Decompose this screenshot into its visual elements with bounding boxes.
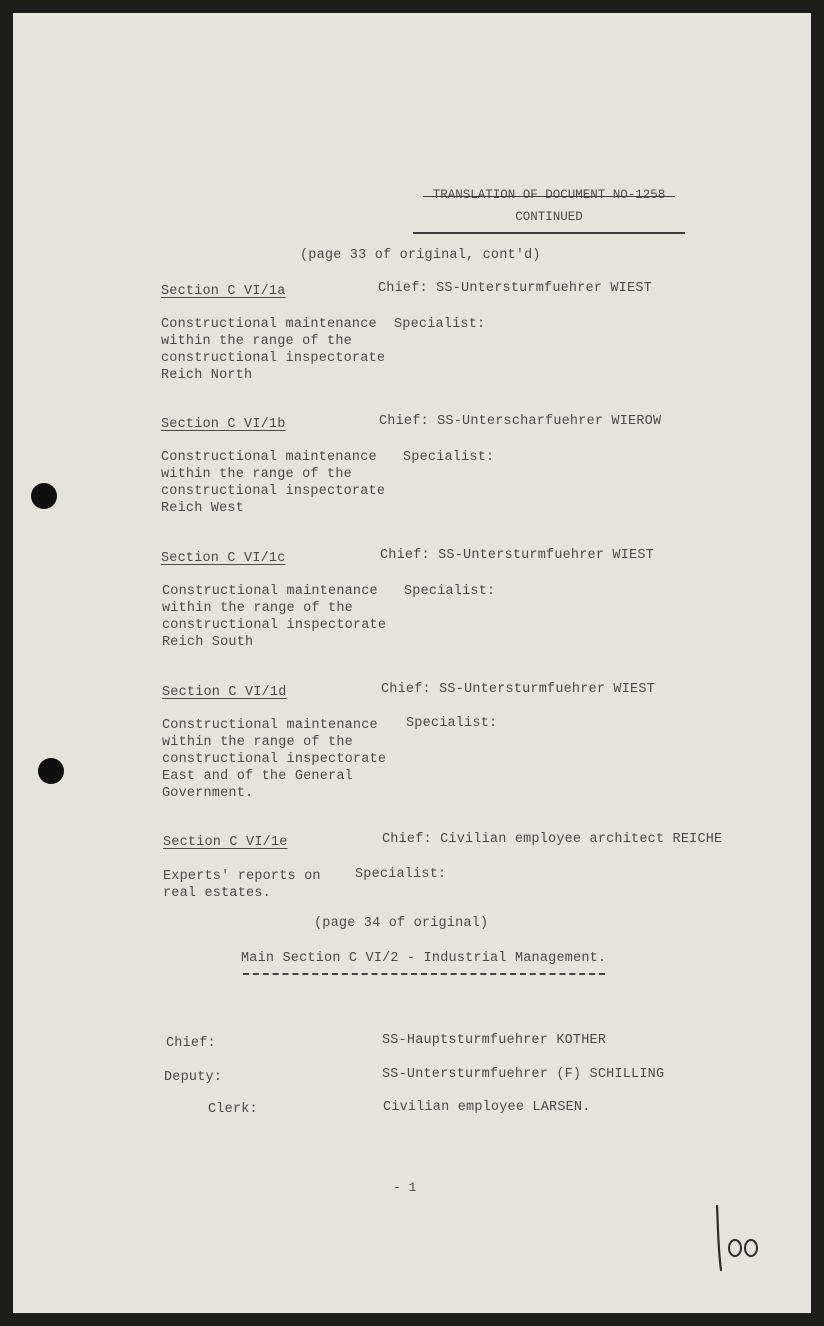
main-section-title: Main Section C VI/2 - Industrial Management. — [241, 951, 607, 966]
staff-name: SS-Hauptsturmfuehrer KOTHER — [382, 1033, 607, 1048]
header-title: TRANSLATION OF DOCUMENT NO-1258 — [432, 188, 666, 202]
translation-header — [413, 184, 685, 228]
staff-name: SS-Untersturmfuehrer (F) SCHILLING — [382, 1067, 665, 1082]
section-specialist: Specialist: — [406, 716, 498, 731]
section-desc-line: East and of the General — [162, 769, 353, 784]
header-underline — [413, 232, 685, 234]
section-chief: Chief: SS-Untersturmfuehrer WIEST — [381, 682, 655, 697]
section-chief: Chief: Civilian employee architect REICHE — [382, 832, 723, 847]
section-desc-line: within the range of the — [162, 601, 353, 616]
staff-role: Clerk: — [208, 1102, 258, 1117]
header-subtitle: CONTINUED — [515, 210, 583, 224]
section-desc-line: Constructional maintenance — [162, 718, 378, 733]
page-number: - 1 — [393, 1180, 417, 1195]
section-desc-line: Constructional maintenance — [162, 584, 378, 599]
section-desc-line: Constructional maintenance — [161, 450, 377, 465]
section-desc-line: within the range of the — [161, 467, 352, 482]
page-reference-34: (page 34 of original) — [314, 916, 489, 931]
main-section-dashed-rule — [243, 973, 605, 975]
section-chief: Chief: SS-Unterscharfuehrer WIEROW — [379, 414, 662, 429]
section-title: Section C VI/1e — [163, 835, 288, 850]
section-specialist: Specialist: — [394, 317, 486, 332]
section-specialist: Specialist: — [355, 867, 447, 882]
section-desc-line: Reich South — [162, 635, 254, 650]
section-title: Section C VI/1c — [161, 551, 286, 566]
staff-role: Deputy: — [164, 1070, 223, 1085]
handwritten-page-number — [705, 1200, 775, 1280]
section-desc-line: constructional inspectorate — [161, 484, 386, 499]
section-specialist: Specialist: — [404, 584, 496, 599]
section-desc-line: Reich West — [161, 501, 245, 516]
section-desc-line: within the range of the — [162, 735, 353, 750]
section-desc-line: constructional inspectorate — [162, 752, 387, 767]
section-desc-line: constructional inspectorate — [161, 351, 386, 366]
section-title: Section C VI/1d — [162, 685, 287, 700]
section-desc-line: Experts' reports on — [163, 869, 321, 884]
section-desc-line: Reich North — [161, 368, 253, 383]
section-specialist: Specialist: — [403, 450, 495, 465]
section-chief: Chief: SS-Untersturmfuehrer WIEST — [378, 281, 652, 296]
punch-hole-bottom — [38, 758, 64, 784]
document-page — [13, 13, 811, 1313]
section-desc-line: Constructional maintenance — [161, 317, 377, 332]
section-desc-line: real estates. — [163, 886, 271, 901]
section-title: Section C VI/1a — [161, 284, 286, 299]
section-desc-line: constructional inspectorate — [162, 618, 387, 633]
section-title: Section C VI/1b — [161, 417, 286, 432]
punch-hole-top — [31, 483, 57, 509]
page-reference-33: (page 33 of original, cont'd) — [300, 248, 541, 263]
staff-role: Chief: — [166, 1036, 216, 1051]
section-chief: Chief: SS-Untersturmfuehrer WIEST — [380, 548, 654, 563]
section-desc-line: Government. — [162, 786, 254, 801]
staff-name: Civilian employee LARSEN. — [383, 1100, 591, 1115]
section-desc-line: within the range of the — [161, 334, 352, 349]
header-strike-line — [423, 196, 675, 197]
